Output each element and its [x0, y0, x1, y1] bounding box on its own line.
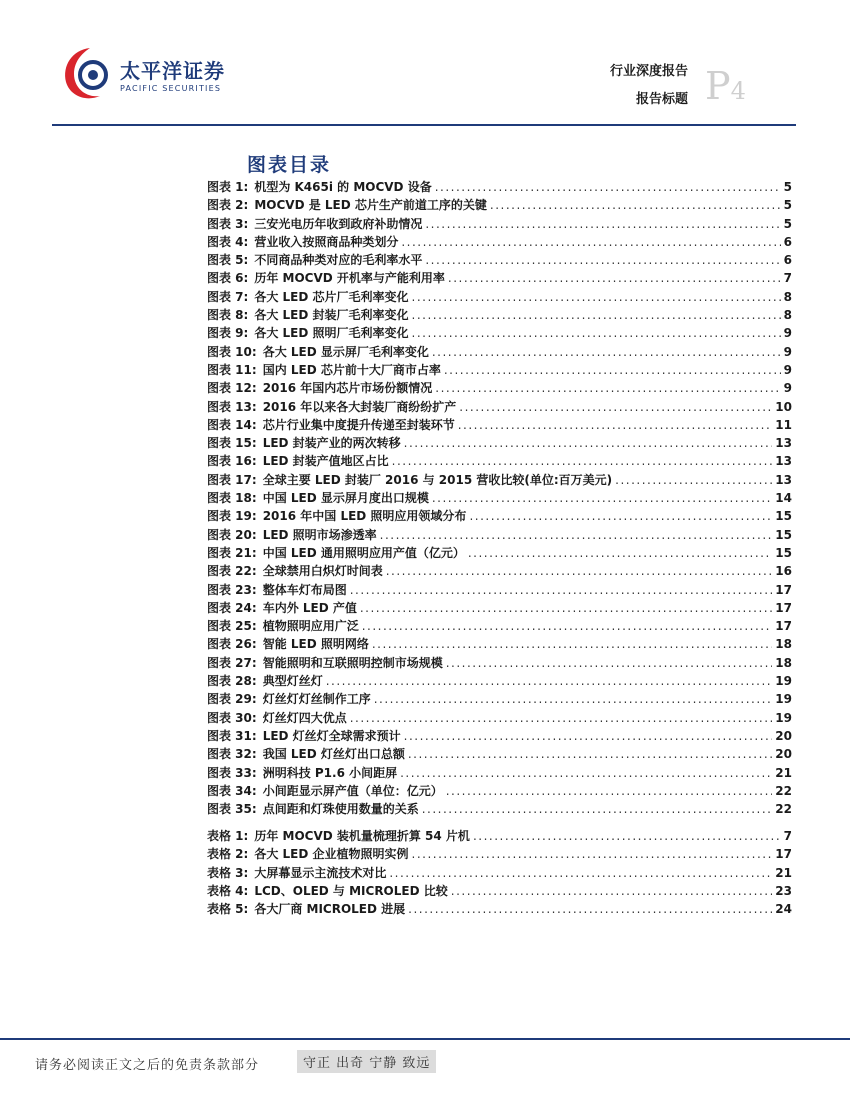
toc-entry-label: 图表 29:	[207, 692, 257, 707]
toc-entry-label: 图表 17:	[207, 472, 257, 487]
toc-leader-dots	[404, 434, 773, 452]
toc-entry-title: MOCVD 是 LED 芯片生产前道工序的关键	[254, 198, 487, 213]
toc-figure-entry[interactable]	[207, 782, 792, 800]
toc-leader-dots	[389, 864, 772, 882]
toc-entry-title: 各大厂商 MICROLED 进展	[254, 902, 406, 917]
toc-leader-dots	[435, 178, 781, 196]
toc-entry-page: 15	[775, 527, 792, 542]
toc-entry-title: LED 灯丝灯全球需求预计	[262, 728, 401, 743]
toc-entry-page: 22	[775, 802, 792, 817]
toc-table-entry[interactable]	[207, 864, 792, 882]
toc-entry-label: 图表 9:	[207, 326, 249, 341]
toc-entry-label: 图表 1:	[207, 180, 249, 194]
toc-leader-dots	[400, 764, 772, 782]
toc-leader-dots	[432, 489, 772, 507]
toc-figure-entry[interactable]	[207, 599, 792, 617]
toc-entry-label: 图表 26:	[207, 637, 257, 652]
toc-entry-page: 18	[775, 637, 792, 652]
toc-entry-page: 9	[783, 381, 792, 396]
page-letter: P	[705, 64, 731, 108]
toc-figure-entry[interactable]	[207, 471, 792, 489]
report-type: 行业深度报告	[609, 64, 688, 79]
toc-entry-label: 图表 2:	[207, 198, 249, 213]
toc-entry-label: 图表 8:	[207, 308, 249, 323]
toc-entry-page: 5	[783, 198, 792, 213]
toc-entry-title: 全球主要 LED 封装厂 2016 与 2015 营收比较(单位:百万美元)	[262, 472, 613, 487]
header-divider	[52, 124, 796, 126]
toc-leader-dots	[468, 544, 772, 562]
toc-entry-page: 17	[775, 600, 792, 615]
toc-leader-dots	[392, 452, 773, 470]
toc-entry-title: LED 封装产值地区占比	[262, 454, 389, 469]
toc-entry-label: 图表 28:	[207, 674, 257, 689]
footer-motto: 守正 出奇 宁静 致远	[297, 1050, 436, 1073]
toc-entry-page: 8	[783, 289, 792, 304]
toc-entry-label: 图表 13:	[207, 399, 257, 414]
toc-entry-page: 9	[783, 326, 792, 341]
toc-entry-label: 图表 11:	[207, 362, 257, 377]
toc-entry-title: 小间距显示屏产值（单位：亿元）	[262, 783, 443, 798]
toc-entry-title: 各大 LED 封装厂毛利率变化	[254, 308, 409, 323]
toc-entry-page: 17	[775, 847, 792, 862]
toc-entry-title: 机型为 K465i 的 MOCVD 设备	[254, 180, 432, 194]
toc-entry-page: 10	[775, 399, 792, 414]
toc-figure-entry[interactable]	[207, 269, 792, 287]
toc-table-entry[interactable]	[207, 882, 792, 900]
toc-entry-label: 图表 32:	[207, 747, 257, 762]
toc-entry-label: 图表 7:	[207, 289, 249, 304]
toc-figure-entry[interactable]	[207, 800, 792, 818]
toc-entry-label: 图表 10:	[207, 344, 257, 359]
toc-entry-title: 大屏幕显示主流技术对比	[254, 865, 387, 880]
toc-figure-entry[interactable]	[207, 617, 792, 635]
toc-leader-dots	[386, 562, 773, 580]
toc-entry-title: 各大 LED 芯片厂毛利率变化	[254, 289, 409, 304]
toc-leader-dots	[448, 269, 781, 287]
toc-leader-dots	[459, 398, 772, 416]
toc-figure-entry[interactable]	[207, 361, 792, 379]
toc-entry-title: 各大 LED 企业植物照明实例	[254, 847, 409, 862]
toc-leader-dots	[326, 672, 773, 690]
toc-leader-dots	[425, 251, 780, 269]
toc-entry-page: 17	[775, 582, 792, 597]
toc-entry-page: 23	[775, 883, 792, 898]
toc-entry-title: 智能 LED 照明网络	[262, 637, 369, 652]
toc-entry-title: 车内外 LED 产值	[262, 600, 357, 615]
toc-entry-title: 各大 LED 显示屏厂毛利率变化	[262, 344, 429, 359]
toc-heading: 图表目录	[247, 154, 332, 176]
toc-entry-label: 图表 35:	[207, 802, 257, 817]
toc-figure-entry[interactable]	[207, 343, 792, 361]
toc-entry-page: 7	[783, 271, 792, 286]
toc-figure-entry[interactable]	[207, 398, 792, 416]
toc-entry-title: 智能照明和互联照明控制市场规模	[262, 655, 443, 670]
toc-entry-title: 灯丝灯灯丝制作工序	[262, 692, 371, 707]
toc-entry-page: 14	[775, 491, 792, 506]
pacific-securities-logo-icon	[60, 44, 120, 104]
toc-leader-dots	[412, 306, 781, 324]
toc-leader-dots	[451, 882, 773, 900]
toc-entry-title: 灯丝灯四大优点	[262, 710, 347, 725]
toc-leader-dots	[444, 361, 781, 379]
toc-figure-entry[interactable]	[207, 251, 792, 269]
toc-leader-dots	[473, 827, 781, 845]
toc-entry-page: 21	[775, 765, 792, 780]
toc-entry-page: 9	[783, 344, 792, 359]
toc-entry-label: 图表 16:	[207, 454, 257, 469]
toc-entry-label: 图表 12:	[207, 381, 257, 396]
toc-figure-entry[interactable]	[207, 306, 792, 324]
toc-table-entry[interactable]	[207, 900, 792, 918]
toc-entry-title: 植物照明应用广泛	[262, 619, 359, 634]
brand-name-en: PACIFIC SECURITIES	[120, 84, 222, 93]
toc-entry-title: 2016 年中国 LED 照明应用领域分布	[262, 509, 467, 524]
toc-figure-entry[interactable]	[207, 709, 792, 727]
toc-entry-label: 图表 34:	[207, 783, 257, 798]
toc-entry-label: 图表 30:	[207, 710, 257, 725]
toc-figure-entry[interactable]	[207, 635, 792, 653]
toc-entry-title: LED 照明市场渗透率	[262, 527, 377, 542]
toc-entry-page: 6	[783, 234, 792, 249]
toc-entry-page: 21	[775, 865, 792, 880]
toc-leader-dots	[408, 900, 772, 918]
brand-name-cn: 太平洋证券	[120, 59, 225, 83]
toc-entry-page: 8	[783, 308, 792, 323]
toc-entry-title: 洲明科技 P1.6 小间距屏	[262, 765, 398, 780]
toc-leader-dots	[404, 727, 773, 745]
toc-entry-title: 芯片行业集中度提升传递至封装环节	[262, 417, 455, 432]
toc-entry-page: 20	[775, 747, 792, 762]
toc-entry-page: 13	[775, 436, 792, 451]
toc-entry-page: 16	[775, 564, 792, 579]
toc-entry-page: 20	[775, 728, 792, 743]
toc-entry-page: 19	[775, 692, 792, 707]
toc-entry-label: 图表 31:	[207, 728, 257, 743]
toc-leader-dots	[446, 782, 773, 800]
toc-entry-label: 图表 23:	[207, 582, 257, 597]
toc-figure-entry[interactable]	[207, 562, 792, 580]
toc-entry-label: 图表 22:	[207, 564, 257, 579]
toc-entry-label: 图表 21:	[207, 545, 257, 560]
toc-entry-label: 图表 20:	[207, 527, 257, 542]
toc-figure-entry[interactable]	[207, 690, 792, 708]
toc-figure-entry[interactable]	[207, 654, 792, 672]
toc-leader-dots	[360, 599, 772, 617]
toc-leader-dots	[615, 471, 772, 489]
toc-entry-label: 图表 27:	[207, 655, 257, 670]
page-header	[0, 0, 850, 130]
toc-figure-entry[interactable]	[207, 489, 792, 507]
toc-entry-page: 13	[775, 454, 792, 469]
toc-entry-label: 图表 33:	[207, 765, 257, 780]
toc-entry-title: 各大 LED 照明厂毛利率变化	[254, 326, 409, 341]
toc-entry-title: 三安光电历年收到政府补助情况	[254, 216, 423, 231]
toc-entry-label: 图表 3:	[207, 216, 249, 231]
toc-entry-page: 24	[775, 902, 792, 917]
toc-entry-page: 19	[775, 674, 792, 689]
toc-entry-title: 整体车灯布局图	[262, 582, 347, 597]
toc-leader-dots	[401, 233, 780, 251]
toc-entry-page: 17	[775, 619, 792, 634]
toc-leader-dots	[435, 379, 780, 397]
toc-entry-title: 中国 LED 显示屏月度出口规模	[262, 491, 429, 506]
toc-figure-entry[interactable]	[207, 507, 792, 525]
toc-entry-page: 5	[783, 216, 792, 231]
report-title: 报告标题	[635, 92, 688, 107]
toc-figure-entry[interactable]	[207, 434, 792, 452]
toc-figure-entry[interactable]	[207, 452, 792, 470]
toc-entry-title: 不同商品种类对应的毛利率水平	[254, 253, 423, 268]
toc-entry-title: 点间距和灯珠使用数量的关系	[262, 802, 419, 817]
toc-table-entry[interactable]	[207, 827, 792, 845]
toc-leader-dots	[425, 215, 780, 233]
toc-leader-dots	[412, 845, 773, 863]
brand	[120, 60, 225, 93]
page-digit: 4	[730, 77, 746, 105]
toc-entry-title: 营业收入按照商品种类划分	[254, 234, 399, 249]
toc-figure-entry[interactable]	[207, 416, 792, 434]
toc-figure-entry[interactable]	[207, 288, 792, 306]
toc-leader-dots	[412, 324, 781, 342]
toc-entry-label: 图表 18:	[207, 491, 257, 506]
toc-leader-dots	[350, 709, 773, 727]
toc-leader-dots	[490, 196, 781, 214]
toc-leader-dots	[432, 343, 781, 361]
footer-divider	[0, 1038, 850, 1040]
toc-entry-label: 表格 4:	[207, 883, 249, 898]
toc-entry-title: 全球禁用白炽灯时间表	[262, 564, 383, 579]
toc-entry-title: 历年 MOCVD 装机量梳理折算 54 片机	[254, 829, 470, 843]
toc-figure-entry[interactable]	[207, 544, 792, 562]
toc-entry-page: 11	[775, 417, 792, 432]
toc-entry-label: 图表 25:	[207, 619, 257, 634]
toc-entry-page: 9	[783, 362, 792, 377]
toc-leader-dots	[469, 507, 772, 525]
toc-entry-page: 18	[775, 655, 792, 670]
toc-leader-dots	[362, 617, 773, 635]
toc-figure-entry[interactable]	[207, 379, 792, 397]
toc-table-entry[interactable]	[207, 845, 792, 863]
toc-entry-page: 22	[775, 783, 792, 798]
toc-entry-title: 国内 LED 芯片前十大厂商市占率	[262, 362, 441, 377]
toc-entry-page: 15	[775, 545, 792, 560]
toc-entry-label: 图表 14:	[207, 417, 257, 432]
toc-entry-page: 5	[783, 180, 792, 194]
toc-entry-page: 6	[783, 253, 792, 268]
toc-figure-entry[interactable]	[207, 745, 792, 763]
toc-figure-entry[interactable]	[207, 196, 792, 214]
toc-leader-dots	[458, 416, 773, 434]
toc-leader-dots	[350, 581, 773, 599]
toc-entry-page: 13	[775, 472, 792, 487]
toc-entry-label: 图表 4:	[207, 234, 249, 249]
toc-figure-entry[interactable]	[207, 233, 792, 251]
toc-figure-entry[interactable]	[207, 581, 792, 599]
toc-figure-entry[interactable]	[207, 526, 792, 544]
toc-entry-title: 中国 LED 通用照明应用产值（亿元）	[262, 545, 465, 560]
toc-entry-title: LED 封装产业的两次转移	[262, 436, 401, 451]
toc-leader-dots	[374, 690, 773, 708]
toc-entry-title: 历年 MOCVD 开机率与产能利用率	[254, 271, 445, 286]
toc-leader-dots	[372, 635, 772, 653]
toc-figure-entry[interactable]	[207, 178, 792, 196]
toc-entry-title: 我国 LED 灯丝灯出口总额	[262, 747, 405, 762]
toc-entry-title: 典型灯丝灯	[262, 674, 323, 689]
toc-leader-dots	[408, 745, 772, 763]
toc-entry-title: 2016 年国内芯片市场份额情况	[262, 381, 433, 396]
page-number	[705, 66, 746, 111]
toc-figure-entry[interactable]	[207, 727, 792, 745]
toc-entry-title: 2016 年以来各大封装厂商纷纷扩产	[262, 399, 457, 414]
toc-entry-label: 图表 5:	[207, 253, 249, 268]
toc-leader-dots	[446, 654, 773, 672]
toc-leader-dots	[412, 288, 781, 306]
toc-leader-dots	[422, 800, 773, 818]
toc-figure-entry[interactable]	[207, 764, 792, 782]
toc-entry-label: 图表 15:	[207, 436, 257, 451]
toc-entry-label: 图表 24:	[207, 600, 257, 615]
toc-figure-entry[interactable]	[207, 672, 792, 690]
table-list	[207, 827, 792, 918]
toc-entry-label: 表格 3:	[207, 865, 249, 880]
toc-entry-page: 7	[783, 829, 792, 843]
toc-entry-label: 表格 1:	[207, 829, 249, 843]
toc-leader-dots	[380, 526, 773, 544]
toc-entry-label: 图表 6:	[207, 271, 249, 286]
toc-entry-label: 表格 2:	[207, 847, 249, 862]
toc-entry-page: 19	[775, 710, 792, 725]
footer-disclaimer: 请务必阅读正文之后的免责条款部分	[35, 1058, 260, 1073]
figure-list	[207, 178, 792, 818]
toc-figure-entry[interactable]	[207, 324, 792, 342]
toc-entry-label: 图表 19:	[207, 509, 257, 524]
toc-entry-page: 15	[775, 509, 792, 524]
toc-entry-label: 表格 5:	[207, 902, 249, 917]
toc-entry-title: LCD、OLED 与 MICROLED 比较	[254, 883, 448, 898]
toc-figure-entry[interactable]	[207, 215, 792, 233]
